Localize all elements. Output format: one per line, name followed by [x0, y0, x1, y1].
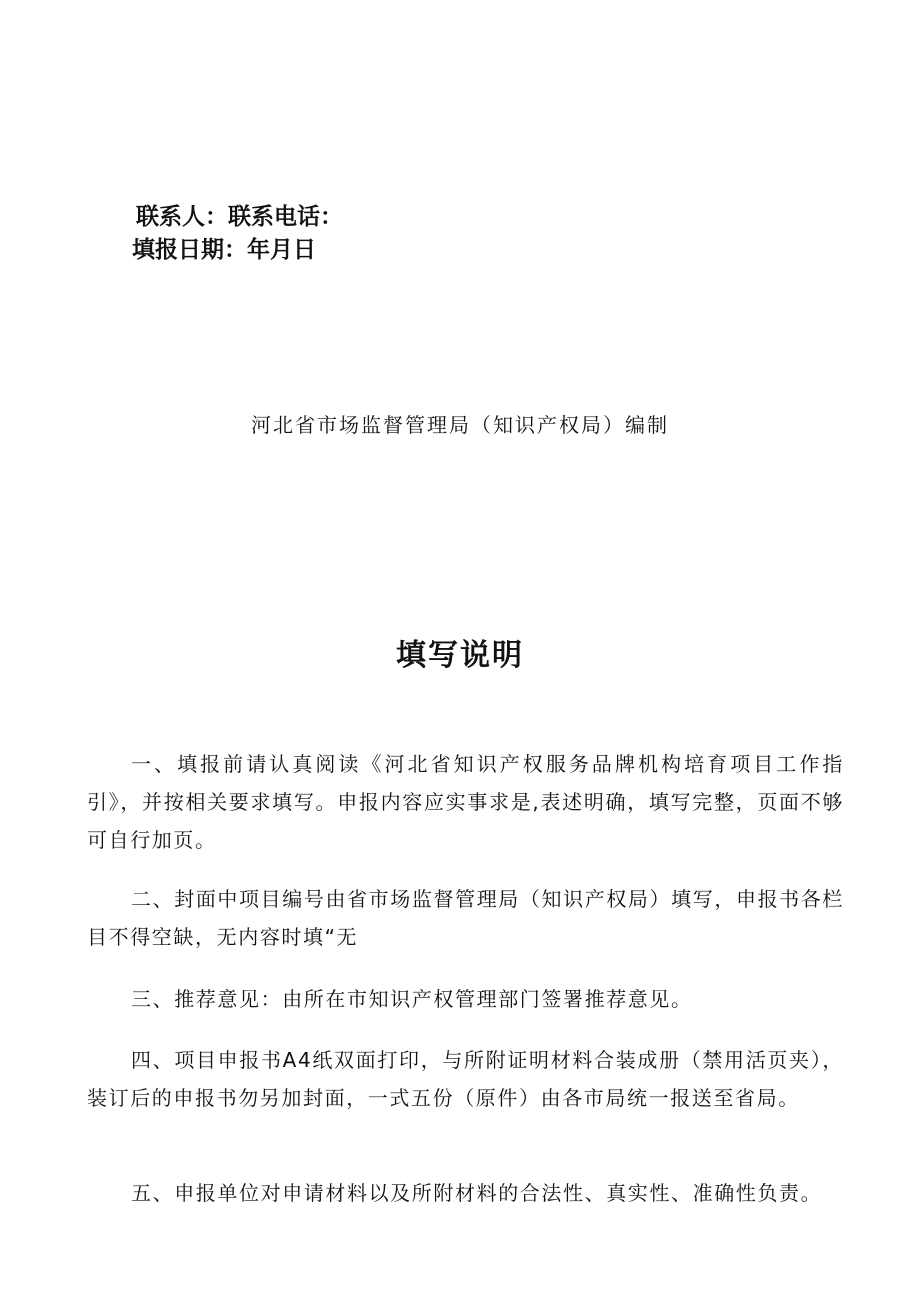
instruction-paragraph-2: 二、封面中项目编号由省市场监督管理局（知识产权局）填写，申报书各栏目不得空缺，无内容时填“无 [87, 887, 844, 949]
instruction-paragraph-3: 三、推荐意见：由所在市知识产权管理部门签署推荐意见。 [131, 987, 693, 1011]
instruction-paragraph-1: 一、填报前请认真阅读《河北省知识产权服务品牌机构培育项目工作指引》，并按相关要求填写。申报内容应实事求是,表述明确，填写完整，页面不够可自行加页。 [87, 752, 844, 852]
fill-date-line: 填报日期：年月日 [132, 237, 316, 263]
instruction-paragraph-5: 五、申报单位对申请材料以及所附材料的合法性、真实性、准确性负责。 [131, 1181, 823, 1205]
compiler-line: 河北省市场监督管理局（知识产权局）编制 [251, 413, 669, 437]
instructions-title: 填写说明 [396, 638, 524, 673]
instruction-paragraph-4: 四、项目申报书A4纸双面打印，与所附证明材料合装成册（禁用活页夹），装订后的申报书勿另加封面，一式五份（原件）由各市局统一报送至省局。 [87, 1048, 844, 1110]
contact-person-phone-line: 联系人：联系电话： [136, 204, 343, 230]
